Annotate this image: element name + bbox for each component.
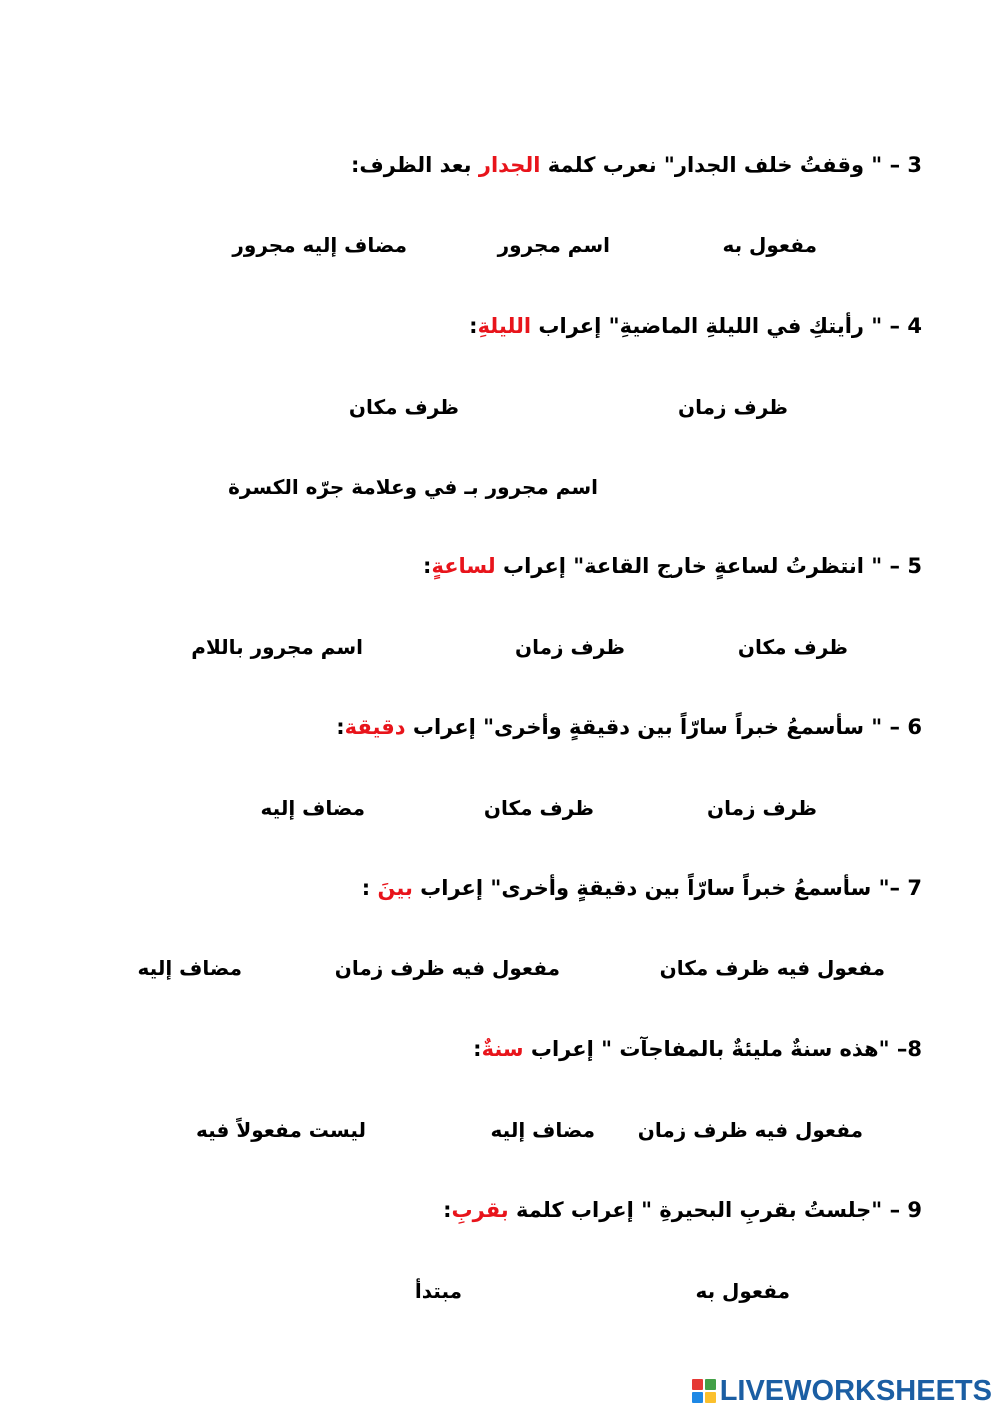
option[interactable]: مضاف إليه xyxy=(490,1118,595,1142)
option[interactable]: مفعول به xyxy=(722,233,817,257)
question-text: 7 –" سأسمعُ خبراً سارّاً بين دقيقةٍ وأخرى" إعراب xyxy=(412,876,922,900)
question-text: 9 – "جلستُ بقربِ البحيرةِ " إعراب كلمة xyxy=(508,1198,922,1222)
question-text: 3 – " وقفتُ خلف الجدار" نعرب كلمة xyxy=(540,153,922,177)
option[interactable]: اسم مجرور باللام xyxy=(191,635,363,659)
question-text: 4 – " رأيتكِ في الليلةِ الماضيةِ" إعراب xyxy=(531,314,922,338)
highlighted-word: بقربِ xyxy=(451,1198,509,1222)
option[interactable]: ظرف مكان xyxy=(348,395,459,419)
option[interactable]: مفعول به xyxy=(695,1279,790,1303)
option[interactable]: اسم مجرور xyxy=(497,233,610,257)
option[interactable]: اسم مجرور بـ في وعلامة جرّه الكسرة xyxy=(228,475,598,499)
option[interactable]: ظرف زمان xyxy=(707,796,817,820)
question-6 xyxy=(336,712,922,742)
logo-square xyxy=(705,1392,716,1403)
highlighted-word: سنةٌ xyxy=(481,1037,524,1061)
option[interactable]: ظرف زمان xyxy=(515,635,625,659)
question-4 xyxy=(469,311,922,341)
question-suffix: : xyxy=(443,1198,452,1222)
option[interactable]: مفعول فيه ظرف زمان xyxy=(334,956,560,980)
logo-square xyxy=(692,1379,703,1390)
question-9 xyxy=(443,1195,922,1225)
option[interactable]: ظرف مكان xyxy=(737,635,848,659)
question-suffix: : xyxy=(423,554,432,578)
question-8 xyxy=(473,1034,922,1064)
question-5 xyxy=(423,551,922,581)
question-suffix: : xyxy=(361,876,378,900)
brand-name: LIVEWORKSHEETS xyxy=(719,1375,992,1407)
highlighted-word: الليلةِ xyxy=(477,314,532,338)
option[interactable]: ظرف زمان xyxy=(678,395,788,419)
question-text: 6 – " سأسمعُ خبراً سارّاً بين دقيقةٍ وأخرى" إعراب xyxy=(405,715,922,739)
highlighted-word: لساعةٍ xyxy=(431,554,496,578)
highlighted-word: دقيقة xyxy=(344,715,406,739)
question-text: 8– "هذه سنةٌ مليئةٌ بالمفاجآت " إعراب xyxy=(523,1037,922,1061)
option[interactable]: مضاف إليه xyxy=(260,796,365,820)
option[interactable]: مفعول فيه ظرف مكان xyxy=(659,956,885,980)
question-suffix: : xyxy=(469,314,478,338)
option[interactable]: مضاف إليه مجرور xyxy=(232,233,407,257)
footer-branding xyxy=(692,1373,992,1409)
option[interactable]: مضاف إليه xyxy=(137,956,242,980)
option[interactable]: ليست مفعولاً فيه xyxy=(195,1118,366,1142)
liveworksheets-logo-icon xyxy=(692,1379,716,1403)
question-suffix: : xyxy=(473,1037,482,1061)
question-suffix: : xyxy=(336,715,345,739)
highlighted-word: بينَ xyxy=(377,876,413,900)
logo-square xyxy=(692,1392,703,1403)
option[interactable]: مبتدأ xyxy=(414,1279,462,1303)
question-suffix: بعد الظرف: xyxy=(350,153,479,177)
highlighted-word: الجدار xyxy=(478,153,541,177)
option[interactable]: مفعول فيه ظرف زمان xyxy=(637,1118,863,1142)
question-3 xyxy=(351,150,922,180)
question-text: 5 – " انتظرتُ لساعةٍ خارج القاعة" إعراب xyxy=(495,554,922,578)
question-7 xyxy=(362,873,922,903)
option[interactable]: ظرف مكان xyxy=(483,796,594,820)
logo-square xyxy=(705,1379,716,1390)
